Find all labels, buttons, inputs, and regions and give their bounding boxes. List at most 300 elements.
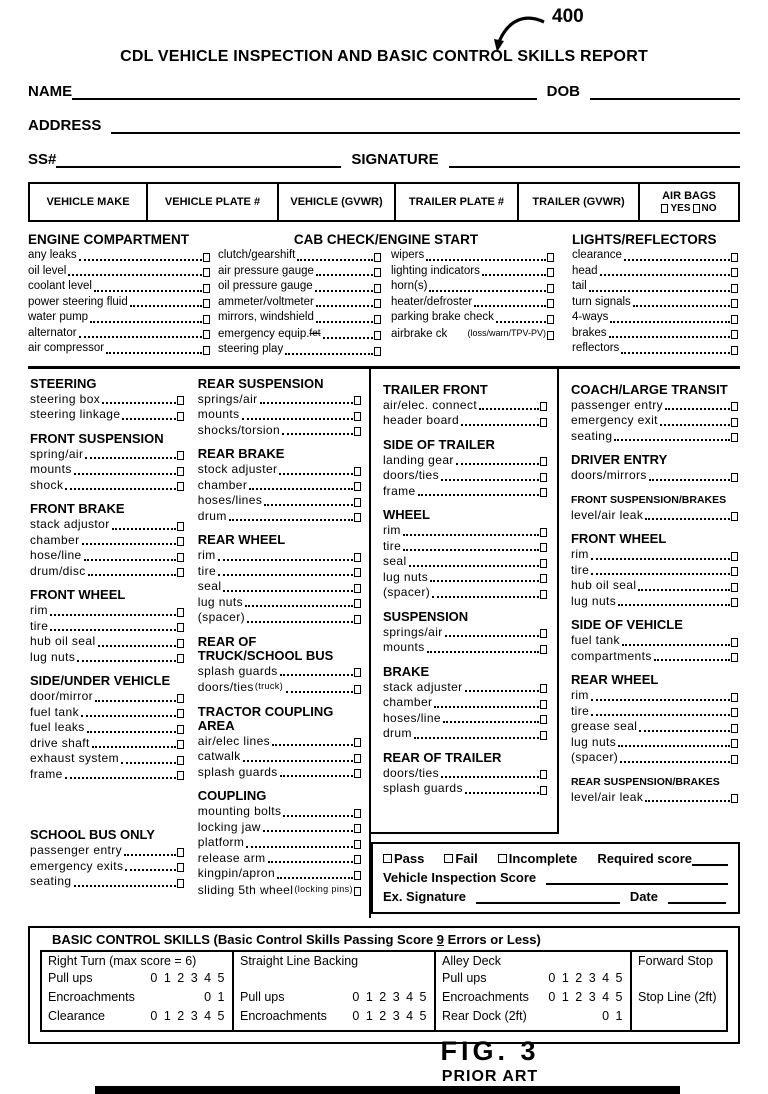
- checklist-item: [198, 564, 361, 580]
- checklist-item: [30, 705, 184, 721]
- checklist-item: [198, 509, 361, 525]
- checklist-item: [30, 720, 184, 736]
- checklist-group: [571, 673, 738, 766]
- checkbox-icon: [203, 299, 210, 308]
- checklist-item: [218, 342, 381, 358]
- checkbox-icon: [374, 253, 381, 262]
- checklist-item: [198, 493, 361, 509]
- checklist-item-label: (spacer): [197, 610, 245, 624]
- checkbox-icon: [498, 854, 507, 863]
- checkbox-icon: [203, 253, 210, 262]
- checkbox-icon: [354, 568, 361, 577]
- checklist-item-label: drum: [197, 508, 227, 523]
- dot-leader: [645, 800, 730, 802]
- bcs-exercise-title: Alley Deck: [442, 953, 502, 968]
- checklist-item: [30, 564, 184, 580]
- checkbox-icon: [354, 553, 361, 562]
- checklist-item: [218, 295, 381, 311]
- checkbox-icon: [354, 396, 361, 405]
- bcs-title: [40, 932, 728, 947]
- checkbox-icon: [203, 330, 210, 339]
- checklist-item-label: (spacer): [382, 585, 431, 599]
- checklist-item-label: tire: [197, 563, 217, 578]
- bcs-score-row: [240, 969, 428, 988]
- bcs-score-row: [442, 969, 624, 988]
- checklist-item-label: wipers: [391, 249, 425, 261]
- checkbox-icon: [177, 709, 184, 718]
- examiner-signature-field: [476, 891, 620, 904]
- checklist-item: [383, 711, 547, 727]
- checkbox-icon: [203, 315, 210, 324]
- checkbox-icon: [203, 346, 210, 355]
- dot-leader: [218, 559, 353, 561]
- checklist-item-label: doors/ties: [197, 680, 254, 694]
- score-options-row: [383, 851, 728, 866]
- checkbox-icon: [731, 598, 738, 607]
- checkbox-icon: [547, 331, 554, 340]
- checklist-item: [571, 429, 738, 445]
- dot-leader: [247, 621, 353, 623]
- checklist-item: [218, 248, 381, 264]
- checkbox-icon: [354, 427, 361, 436]
- checklist-item: [30, 619, 184, 635]
- checkbox-icon: [177, 639, 184, 648]
- dot-leader: [102, 402, 176, 404]
- dot-leader: [633, 305, 730, 307]
- checklist-item-label: clutch/gearshift: [218, 249, 296, 261]
- bcs-score-values: 0 1 2 3 4 5: [352, 989, 428, 1004]
- dot-leader: [600, 274, 730, 276]
- checklist-item-label: power steering fluid: [28, 295, 128, 308]
- checklist-item-label: stock adjuster: [197, 462, 278, 476]
- dot-leader: [74, 885, 176, 887]
- checkbox-icon: [540, 629, 547, 638]
- checklist-item: [383, 625, 547, 641]
- checklist-item: [198, 765, 361, 781]
- dot-leader: [445, 635, 539, 637]
- pass-option: [383, 851, 424, 866]
- bcs-score-values: 0 1 2 3 4 5: [548, 989, 624, 1004]
- checklist-item-label: kingpin/apron: [197, 866, 276, 880]
- checklist-item: [383, 585, 547, 601]
- checkbox-icon: [177, 537, 184, 546]
- checklist-item-label: level/air leak: [570, 789, 644, 804]
- group-title: FRONT WHEEL: [570, 531, 667, 546]
- dot-leader: [223, 590, 353, 592]
- dot-leader: [620, 761, 730, 763]
- checklist-item-label: seating: [30, 874, 72, 888]
- inspection-score-field: [546, 872, 728, 885]
- checklist-item: [383, 766, 547, 782]
- checklist-item: [30, 407, 184, 423]
- dot-leader: [316, 321, 373, 323]
- bcs-score-label: Pull ups: [48, 970, 93, 985]
- address-field: [111, 118, 740, 134]
- dot-leader: [81, 715, 176, 717]
- checklist-item-label: tire: [570, 703, 590, 718]
- checklist-item-label: seal: [197, 579, 222, 593]
- dot-leader: [130, 305, 202, 307]
- dot-leader: [465, 690, 539, 692]
- fail-option: [444, 851, 477, 866]
- dot-leader: [443, 721, 539, 723]
- bcs-table: [40, 950, 728, 1032]
- checkbox-icon: [354, 887, 361, 896]
- column-trailer: [371, 369, 559, 834]
- checklist-item-label: lug nuts: [197, 594, 244, 609]
- dot-leader: [591, 714, 730, 716]
- checkbox-icon: [444, 854, 453, 863]
- checklist-item-label: hub oil seal: [30, 634, 96, 648]
- checkbox-icon: [731, 739, 738, 748]
- checkbox-icon: [540, 528, 547, 537]
- checkbox-icon: [203, 268, 210, 277]
- checklist-item-label: tail: [572, 280, 587, 292]
- checkbox-icon: [731, 330, 738, 339]
- dot-leader: [465, 792, 539, 794]
- bcs-score-values: 0 1: [602, 1008, 624, 1023]
- checklist-group: [383, 383, 547, 429]
- checkbox-icon: [540, 786, 547, 795]
- checkbox-icon: [540, 700, 547, 709]
- airbags-label: AIR BAGS: [662, 190, 716, 202]
- checklist-item: [383, 484, 547, 500]
- checkbox-icon: [354, 769, 361, 778]
- checkbox-icon: [374, 284, 381, 293]
- checklist-item: [391, 310, 554, 326]
- dot-leader: [50, 629, 176, 631]
- checkbox-icon: [354, 498, 361, 507]
- checkbox-icon: [540, 402, 547, 411]
- dot-leader: [638, 589, 730, 591]
- checkbox-icon: [177, 412, 184, 421]
- checkbox-icon: [540, 715, 547, 724]
- checklist-item: [571, 578, 738, 594]
- dot-leader: [418, 494, 539, 496]
- checkbox-icon: [540, 731, 547, 740]
- dob-label: DOB: [546, 83, 580, 100]
- checklist-item: [571, 688, 738, 704]
- dot-leader: [426, 259, 546, 261]
- checklist-item: [218, 264, 381, 280]
- bcs-exercise-cell: [632, 952, 726, 1030]
- checklist-item: [391, 295, 554, 311]
- checklist-item: [30, 689, 184, 705]
- dot-leader: [589, 290, 730, 292]
- dot-leader: [264, 504, 353, 506]
- checklist-item-label: steering linkage: [30, 407, 121, 421]
- checklist-item: [198, 423, 361, 439]
- bcs-score-row: [638, 969, 720, 988]
- checkbox-icon: [177, 568, 184, 577]
- checklist-item: [28, 279, 210, 295]
- checkbox-icon: [731, 299, 738, 308]
- checklist-item: [572, 295, 738, 311]
- dot-leader: [95, 700, 176, 702]
- checkbox-icon: [354, 824, 361, 833]
- figure-caption: [300, 1036, 680, 1086]
- checklist-item: [198, 820, 361, 836]
- date-field: [668, 891, 726, 904]
- checklist-item: [30, 603, 184, 619]
- section-title: ENGINE COMPARTMENT: [28, 232, 189, 247]
- checkbox-icon: [177, 608, 184, 617]
- group-title: SIDE OF TRAILER: [382, 436, 495, 452]
- checkbox-icon: [177, 451, 184, 460]
- bcs-score-values: 0 1: [204, 989, 226, 1004]
- checklist-item: [198, 478, 361, 494]
- checklist-item-label: coolant level: [28, 280, 92, 292]
- signature-date-row: [383, 889, 728, 904]
- dot-leader: [429, 290, 546, 292]
- group-title: FRONT SUSPENSION: [30, 430, 164, 446]
- group-title: REAR BRAKE: [197, 446, 285, 461]
- group-title: FRONT WHEEL: [30, 587, 126, 602]
- checkbox-icon: [354, 513, 361, 522]
- dot-leader: [243, 760, 353, 762]
- dot-leader: [84, 559, 176, 561]
- dot-leader: [280, 775, 353, 777]
- checklist-item: [198, 407, 361, 423]
- inspection-score-label: Vehicle Inspection Score: [382, 869, 537, 885]
- checklist-item: [572, 264, 738, 280]
- checklist-item: [571, 594, 738, 610]
- inspection-grid: [28, 366, 740, 918]
- checklist-group: [571, 532, 738, 609]
- engine-compartment-section: [28, 232, 210, 358]
- checklist-item: [198, 866, 361, 882]
- dot-leader: [65, 488, 175, 490]
- column-truck-rear: [190, 369, 369, 918]
- dot-leader: [409, 565, 539, 567]
- dot-leader: [50, 614, 176, 616]
- name-field: [72, 84, 536, 100]
- checkbox-icon: [374, 268, 381, 277]
- dot-leader: [285, 353, 373, 355]
- checklist-item-label: spring/air: [30, 446, 84, 461]
- dot-leader: [297, 259, 373, 261]
- checklist-item-label: sliding 5th wheel: [197, 882, 294, 897]
- checklist-item-label: airbrake ck: [391, 327, 448, 340]
- dot-leader: [316, 305, 373, 307]
- bcs-score-row: [48, 1007, 226, 1026]
- checklist-item: [30, 517, 184, 533]
- checklist-group: [571, 453, 738, 484]
- checklist-item: [218, 279, 381, 295]
- group-title: TRAILER FRONT: [382, 381, 488, 397]
- checklist-item: [30, 548, 184, 564]
- address-line: [28, 117, 740, 134]
- checklist-item: [30, 859, 184, 875]
- checklist-item: [391, 248, 554, 264]
- checkbox-icon: [177, 879, 184, 888]
- checklist-group: [30, 377, 184, 423]
- checklist-item-label: oil pressure gauge: [218, 280, 313, 292]
- checkbox-icon: [731, 402, 738, 411]
- ssn-field: [56, 152, 341, 168]
- checkbox-icon: [374, 347, 381, 356]
- checklist-item-label: grease seal: [570, 719, 638, 733]
- checkbox-icon: [731, 638, 738, 647]
- checklist-item: [198, 392, 361, 408]
- checklist-item-label: splash guards: [197, 663, 278, 678]
- checkbox-icon: [540, 457, 547, 466]
- ssn-signature-line: [28, 151, 740, 168]
- checkbox-icon: [354, 668, 361, 677]
- dot-leader: [121, 762, 176, 764]
- dot-leader: [591, 699, 730, 701]
- checklist-group: [383, 508, 547, 601]
- checklist-item-label: passenger entry: [570, 397, 663, 412]
- checklist-group: [571, 493, 738, 524]
- checkbox-icon: [177, 623, 184, 632]
- dot-leader: [90, 321, 202, 323]
- dot-leader: [618, 604, 730, 606]
- figure-reference: [492, 6, 584, 56]
- checklist-item: [571, 649, 738, 665]
- checklist-item-label: rim: [570, 688, 589, 702]
- checklist-item: [383, 539, 547, 555]
- checkbox-icon: [731, 418, 738, 427]
- checklist-item-label: alternator: [28, 326, 77, 339]
- dot-leader: [280, 674, 353, 676]
- checkbox-icon: [354, 738, 361, 747]
- checkbox-icon: [731, 253, 738, 262]
- checklist-item: [28, 295, 210, 311]
- checkbox-icon: [354, 840, 361, 849]
- checklist-group: [30, 432, 184, 494]
- bcs-score-row: [638, 988, 720, 1007]
- checklist-item: [218, 310, 381, 326]
- dot-leader: [665, 408, 730, 410]
- checklist-item: [198, 664, 361, 680]
- airbags-yes-no: [661, 203, 716, 214]
- group-title: DRIVER ENTRY: [570, 452, 668, 467]
- checklist-item-label: fuel tank: [30, 704, 79, 719]
- checklist-item-label: catwalk: [197, 749, 241, 763]
- form-title: CDL VEHICLE INSPECTION AND BASIC CONTROL SKILLS REPORT: [120, 48, 648, 65]
- checklist-item: [571, 790, 738, 806]
- checkbox-icon: [354, 685, 361, 694]
- date-label: Date: [629, 888, 658, 904]
- group-title: FRONT SUSPENSION/BRAKES: [570, 493, 727, 506]
- checkbox-icon: [547, 299, 554, 308]
- dot-leader: [403, 534, 539, 536]
- checklist-group: [198, 789, 361, 898]
- group-title: WHEEL: [382, 507, 430, 522]
- checklist-item-label: any leaks: [28, 249, 77, 261]
- group-title: SUSPENSION: [382, 608, 469, 624]
- group-title: REAR WHEEL: [570, 672, 659, 687]
- checkbox-icon: [540, 473, 547, 482]
- group-title: SIDE/UNDER VEHICLE: [30, 673, 171, 688]
- checklist-item-label: mounts: [197, 407, 240, 421]
- checklist-group: [198, 533, 361, 626]
- checklist-item-label: rim: [30, 603, 48, 617]
- dot-leader: [427, 651, 539, 653]
- checklist-item: [571, 547, 738, 563]
- dot-leader: [268, 861, 353, 863]
- checkbox-icon: [547, 315, 554, 324]
- checklist-item-label: exhaust system: [30, 751, 119, 765]
- checklist-item-label: oil level: [28, 264, 67, 277]
- checklist-item-label: springs/air: [197, 391, 258, 406]
- checklist-item-note: (locking pins): [294, 883, 353, 894]
- checklist-item: [572, 279, 738, 295]
- checklist-item-label: lug nuts: [570, 734, 617, 749]
- checklist-item-label: seal: [382, 554, 407, 568]
- prior-art-label: PRIOR ART: [441, 1068, 539, 1085]
- dot-leader: [249, 488, 353, 490]
- checklist-item: [571, 413, 738, 429]
- checklist-item: [198, 595, 361, 611]
- checklist-item: [30, 447, 184, 463]
- checkbox-icon: [177, 863, 184, 872]
- incomplete-option: [498, 851, 578, 866]
- checkbox-icon: [374, 315, 381, 324]
- group-title: REAR OF TRAILER: [382, 749, 502, 765]
- checkbox-icon: [547, 268, 554, 277]
- dot-leader: [618, 745, 730, 747]
- checklist-item-label: platform: [197, 835, 245, 849]
- checklist-item-label: parking brake check: [391, 311, 494, 323]
- bcs-exercise-cell: [42, 952, 234, 1030]
- checkbox-icon: [383, 854, 392, 863]
- checkbox-icon: [540, 418, 547, 427]
- checklist-item-note: (loss/warn/TPV-PV): [467, 327, 546, 338]
- bcs-score-row: [48, 969, 226, 988]
- checkbox-icon: [731, 284, 738, 293]
- bcs-score-label: Rear Dock (2ft): [442, 1008, 527, 1023]
- scan-artifact-bar: [95, 1086, 680, 1094]
- group-title: FRONT BRAKE: [30, 501, 125, 516]
- checklist-item-label: compartments: [570, 648, 652, 663]
- checklist-item-label: air compressor: [28, 342, 105, 354]
- group-title: SIDE OF VEHICLE: [570, 617, 683, 632]
- checklist-item-label: tire: [570, 562, 590, 577]
- bcs-score-row: [48, 988, 226, 1007]
- bcs-score-label: Pull ups: [442, 970, 487, 985]
- checklist-item-label: fuel tank: [570, 633, 620, 647]
- checklist-item: [198, 882, 361, 899]
- engine-checklist: [28, 248, 210, 357]
- dot-leader: [77, 660, 176, 662]
- checkbox-icon: [354, 754, 361, 763]
- checkbox-icon: [547, 253, 554, 262]
- checklist-item-label: frame: [382, 483, 416, 498]
- checkbox-icon: [354, 482, 361, 491]
- checklist-item: [383, 726, 547, 742]
- checkbox-icon: [540, 488, 547, 497]
- checklist-item-label: shocks/torsion: [197, 422, 281, 437]
- dot-leader: [639, 730, 730, 732]
- bcs-score-row: [240, 1007, 428, 1026]
- dot-leader: [660, 424, 730, 426]
- checklist-group: [30, 588, 184, 665]
- incomplete-label: Incomplete: [508, 850, 578, 866]
- checklist-item: [28, 264, 210, 280]
- checklist-item-label: fuel leaks: [30, 720, 85, 734]
- dot-leader: [124, 854, 176, 856]
- checklist-group: [198, 635, 361, 696]
- checkbox-icon: [540, 684, 547, 693]
- checklist-item-label: door/mirror: [30, 689, 94, 703]
- bcs-score-values: 0 1 2 3 4 5: [548, 970, 624, 985]
- checklist-item: [383, 695, 547, 711]
- checklist-item: [30, 650, 184, 666]
- name-label: NAME: [28, 83, 73, 100]
- checklist-item: [30, 874, 184, 890]
